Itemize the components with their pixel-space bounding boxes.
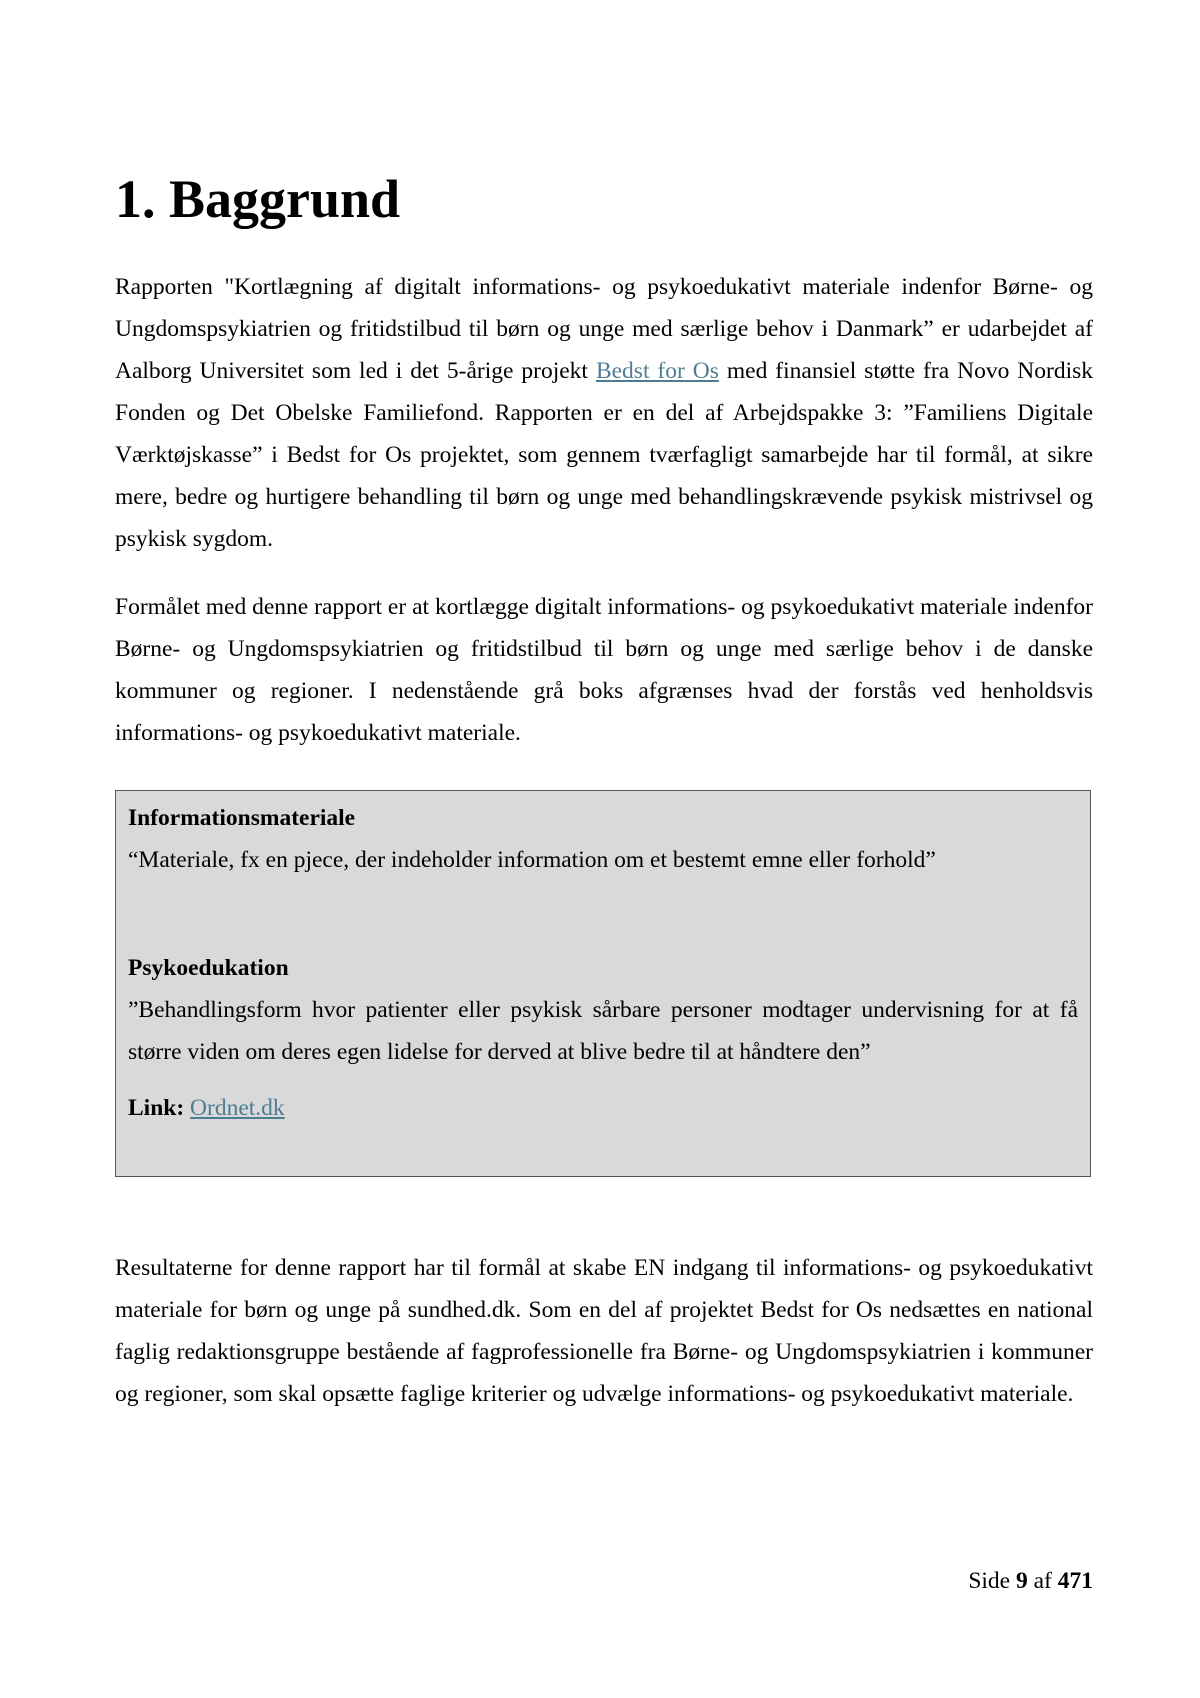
- page-separator: af: [1033, 1568, 1052, 1594]
- page-prefix: Side: [968, 1568, 1011, 1594]
- paragraph-text: Rapporten "Kortlægning af digitalt informations- og psykoedukativt materiale indenfor Børne- og Ungdomspsykiatrien og fritidstilbud til børn og unge med særlige behov i Danmark” er udarbejdet af Aalborg Universitet som led i det 5-årige projekt: [115, 274, 1093, 384]
- bedst-for-os-link[interactable]: Bedst for Os: [595, 358, 719, 384]
- paragraph-background: [115, 266, 1093, 560]
- paragraph-results: Resultaterne for denne rapport har til formål at skabe EN indgang til informations- og psykoedukativt materiale for børn og unge på sundhed.dk. Som en del af projektet Bedst for Os nedsættes en national faglig redaktionsgruppe bestående af fagprofessionelle fra Børne- og Ungdomspsykiatrien i kommuner og regioner, som skal opsætte faglige kriterier og udvælge informations- og psykoedukativt materiale.: [115, 1255, 1093, 1407]
- definition-psychoeducation: [128, 947, 1078, 1073]
- definition-box: [115, 790, 1091, 1177]
- current-page: 9: [1015, 1568, 1028, 1594]
- definition-text: “Materiale, fx en pjece, der indeholder information om et bestemt emne eller forhold”: [128, 847, 936, 873]
- definition-title: Informationsmateriale: [128, 805, 356, 831]
- section-heading: 1. Baggrund: [115, 169, 401, 229]
- page-number: [968, 1560, 1093, 1602]
- total-pages: 471: [1057, 1568, 1093, 1594]
- paragraph-purpose: Formålet med denne rapport er at kortlægge digitalt informations- og psykoedukativt materiale indenfor Børne- og Ungdomspsykiatrien og fritidstilbud til børn og unge med særlige behov i de danske kommuner og regioner. I nedenstående grå boks afgrænses hvad der forstås ved henholdsvis informations- og psykoedukativt materiale.: [115, 594, 1093, 746]
- definition-information: [128, 797, 1078, 881]
- definition-source: [128, 1087, 1078, 1129]
- definition-text: ”Behandlingsform hvor patienter eller psykisk sårbare personer modtager undervisning for at få større viden om deres egen lidelse for derved at blive bedre til at håndtere den”: [128, 997, 1078, 1065]
- link-label: Link:: [128, 1095, 185, 1121]
- ordnet-link[interactable]: Ordnet.dk: [190, 1095, 285, 1121]
- paragraph-text: med finansiel støtte fra Novo Nordisk Fonden og Det Obelske Familiefond. Rapporten er en del af Arbejdspakke 3: ”Familiens Digitale Værktøjskasse” i Bedst for Os projektet, som gennem tværfagligt samarbejde har til formål, at sikre mere, bedre og hurtigere behandling til børn og unge med behandlingskrævende psykisk mistrivsel og psykisk sygdom.: [115, 358, 1094, 552]
- definition-title: Psykoedukation: [128, 955, 289, 981]
